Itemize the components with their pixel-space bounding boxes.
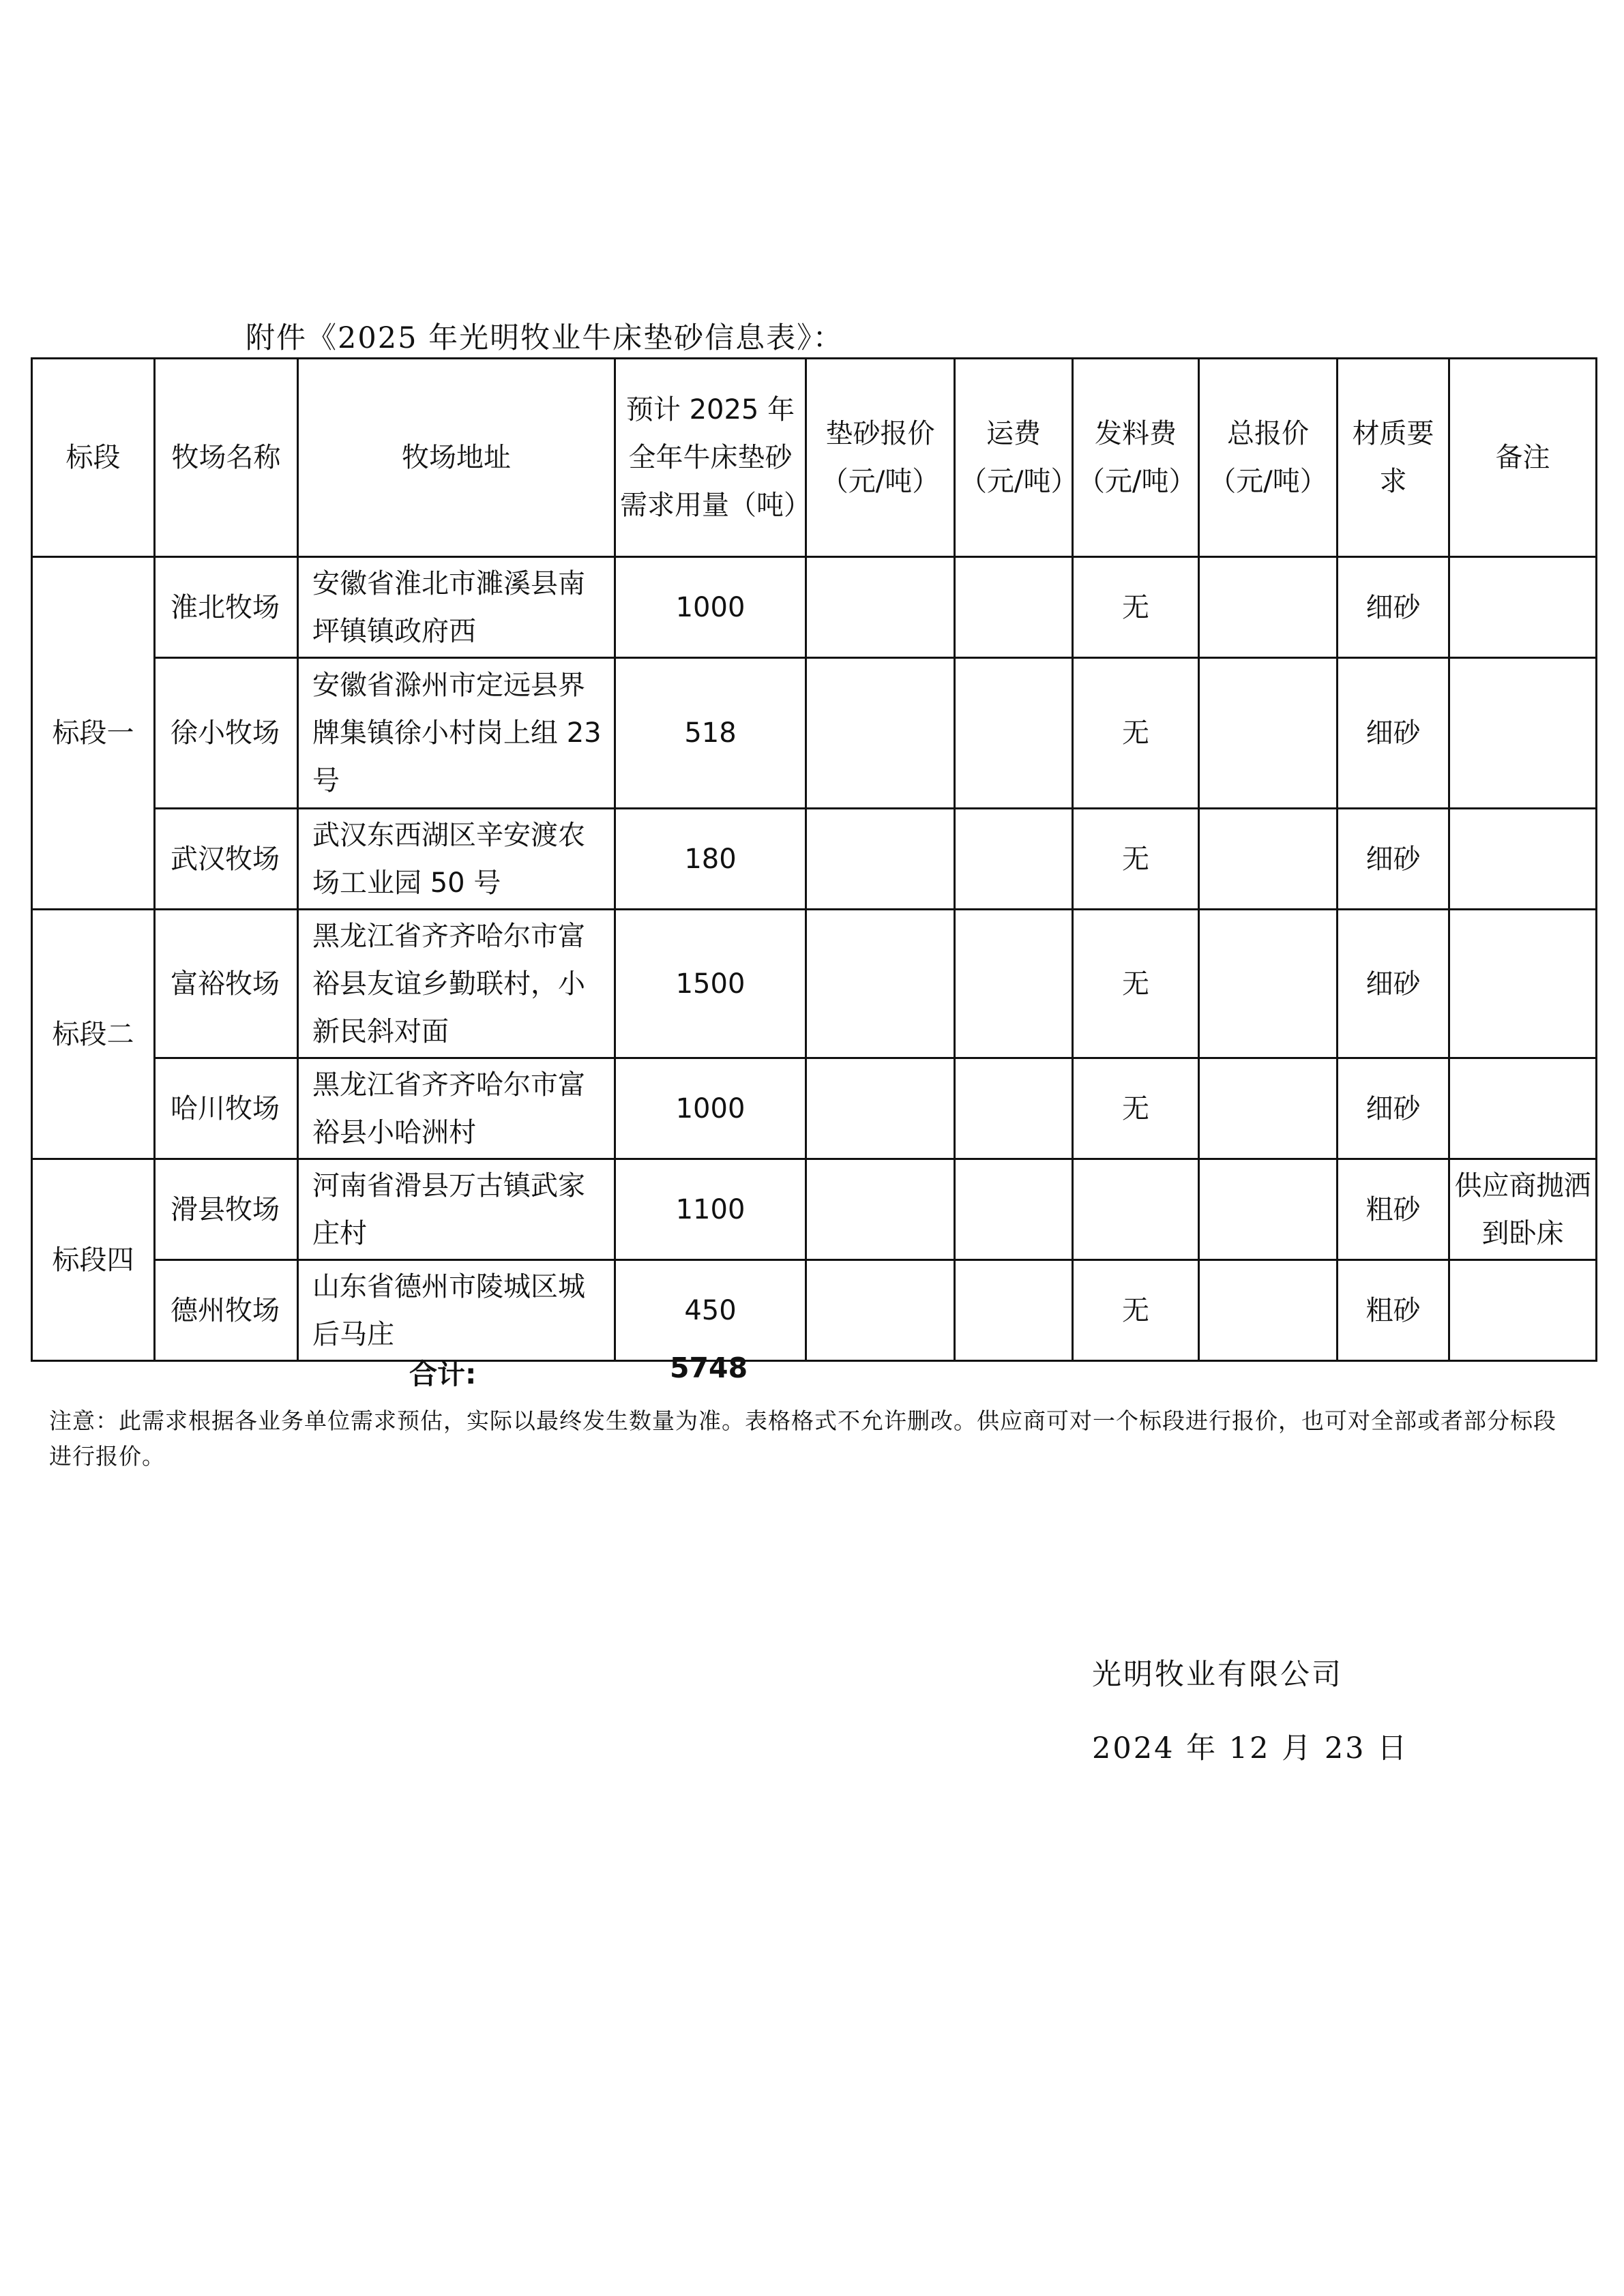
farm-name-cell: 德州牧场 [155, 1260, 298, 1361]
demand-cell: 1000 [615, 557, 806, 658]
freight-cell [955, 1159, 1073, 1260]
table-row [32, 1159, 1597, 1260]
remark-cell [1449, 1260, 1597, 1361]
document-title: 附件《2025 年光明牧业牛床垫砂信息表》： [246, 321, 844, 355]
header-farm-name: 牧场名称 [155, 359, 298, 557]
freight-cell [955, 1260, 1073, 1361]
remark-cell [1449, 557, 1597, 658]
section-cell: 标段四 [32, 1159, 155, 1361]
material-cell: 粗砂 [1338, 1159, 1449, 1260]
remark-cell [1449, 809, 1597, 910]
total-price-cell [1199, 658, 1338, 809]
header-section: 标段 [32, 359, 155, 557]
farm-name-cell: 武汉牧场 [155, 809, 298, 910]
total-price-cell [1199, 557, 1338, 658]
farm-name-cell: 徐小牧场 [155, 658, 298, 809]
sand-price-cell [806, 809, 955, 910]
shipping-fee-cell: 无 [1073, 910, 1199, 1058]
table-row [32, 557, 1597, 658]
table-row [32, 910, 1597, 1058]
header-sand-price: 垫砂报价（元/吨） [806, 359, 955, 557]
material-cell: 粗砂 [1338, 1260, 1449, 1361]
farm-address-cell: 山东省德州市陵城区城后马庄 [298, 1260, 615, 1361]
header-annual-demand: 预计 2025 年全年牛床垫砂需求用量（吨） [615, 359, 806, 557]
table-row [32, 809, 1597, 910]
total-price-cell [1199, 1159, 1338, 1260]
farm-address-cell: 河南省滑县万古镇武家庄村 [298, 1159, 615, 1260]
farm-name-cell: 哈川牧场 [155, 1058, 298, 1159]
shipping-fee-cell: 无 [1073, 1058, 1199, 1159]
header-remarks: 备注 [1449, 359, 1597, 557]
sand-price-cell [806, 1260, 955, 1361]
header-shipping-fee: 发料费（元/吨） [1073, 359, 1199, 557]
demand-cell: 450 [615, 1260, 806, 1361]
freight-cell [955, 1058, 1073, 1159]
farm-address-cell: 黑龙江省齐齐哈尔市富裕县小哈洲村 [298, 1058, 615, 1159]
farm-name-cell: 淮北牧场 [155, 557, 298, 658]
note-text: 注意：此需求根据各业务单位需求预估，实际以最终发生数量为准。表格格式不允许删改。供应商可对一个标段进行报价，也可对全部或者部分标段进行报价。 [49, 1407, 1556, 1470]
total-price-cell [1199, 809, 1338, 910]
farm-address-cell: 安徽省滁州市定远县界牌集镇徐小村岗上组 23 号 [298, 658, 615, 809]
shipping-fee-cell [1073, 1159, 1199, 1260]
freight-cell [955, 910, 1073, 1058]
farm-address-cell: 武汉东西湖区辛安渡农场工业园 50 号 [298, 809, 615, 910]
farm-name-cell: 富裕牧场 [155, 910, 298, 1058]
company-signature: 光明牧业有限公司 [1092, 1658, 1343, 1692]
header-total-price: 总报价（元/吨） [1199, 359, 1338, 557]
freight-cell [955, 658, 1073, 809]
shipping-fee-cell: 无 [1073, 809, 1199, 910]
sand-price-cell [806, 1159, 955, 1260]
total-label: 合计: [409, 1358, 477, 1390]
section-cell: 标段二 [32, 910, 155, 1159]
remark-cell: 供应商抛洒到卧床 [1449, 1159, 1597, 1260]
shipping-fee-cell: 无 [1073, 557, 1199, 658]
signature-date: 2024 年 12 月 23 日 [1092, 1731, 1409, 1765]
total-value: 5748 [670, 1352, 748, 1384]
section-cell: 标段一 [32, 557, 155, 910]
header-row [32, 359, 1597, 557]
remark-cell [1449, 658, 1597, 809]
demand-cell: 1000 [615, 1058, 806, 1159]
farm-address-cell: 安徽省淮北市濉溪县南坪镇镇政府西 [298, 557, 615, 658]
farm-name-cell: 滑县牧场 [155, 1159, 298, 1260]
table-row [32, 658, 1597, 809]
header-freight: 运费（元/吨） [955, 359, 1073, 557]
sand-price-cell [806, 1058, 955, 1159]
remark-cell [1449, 910, 1597, 1058]
sand-info-table [31, 357, 1597, 1362]
farm-address-cell: 黑龙江省齐齐哈尔市富裕县友谊乡勤联村，小新民斜对面 [298, 910, 615, 1058]
material-cell: 细砂 [1338, 1058, 1449, 1159]
demand-cell: 1500 [615, 910, 806, 1058]
material-cell: 细砂 [1338, 557, 1449, 658]
freight-cell [955, 557, 1073, 658]
sand-price-cell [806, 910, 955, 1058]
header-farm-address: 牧场地址 [298, 359, 615, 557]
freight-cell [955, 809, 1073, 910]
remark-cell [1449, 1058, 1597, 1159]
header-material: 材质要求 [1338, 359, 1449, 557]
total-price-cell [1199, 1260, 1338, 1361]
demand-cell: 1100 [615, 1159, 806, 1260]
total-price-cell [1199, 1058, 1338, 1159]
demand-cell: 518 [615, 658, 806, 809]
material-cell: 细砂 [1338, 658, 1449, 809]
shipping-fee-cell: 无 [1073, 1260, 1199, 1361]
total-price-cell [1199, 910, 1338, 1058]
shipping-fee-cell: 无 [1073, 658, 1199, 809]
sand-price-cell [806, 557, 955, 658]
table-row [32, 1260, 1597, 1361]
demand-cell: 180 [615, 809, 806, 910]
material-cell: 细砂 [1338, 910, 1449, 1058]
material-cell: 细砂 [1338, 809, 1449, 910]
table-row [32, 1058, 1597, 1159]
sand-price-cell [806, 658, 955, 809]
